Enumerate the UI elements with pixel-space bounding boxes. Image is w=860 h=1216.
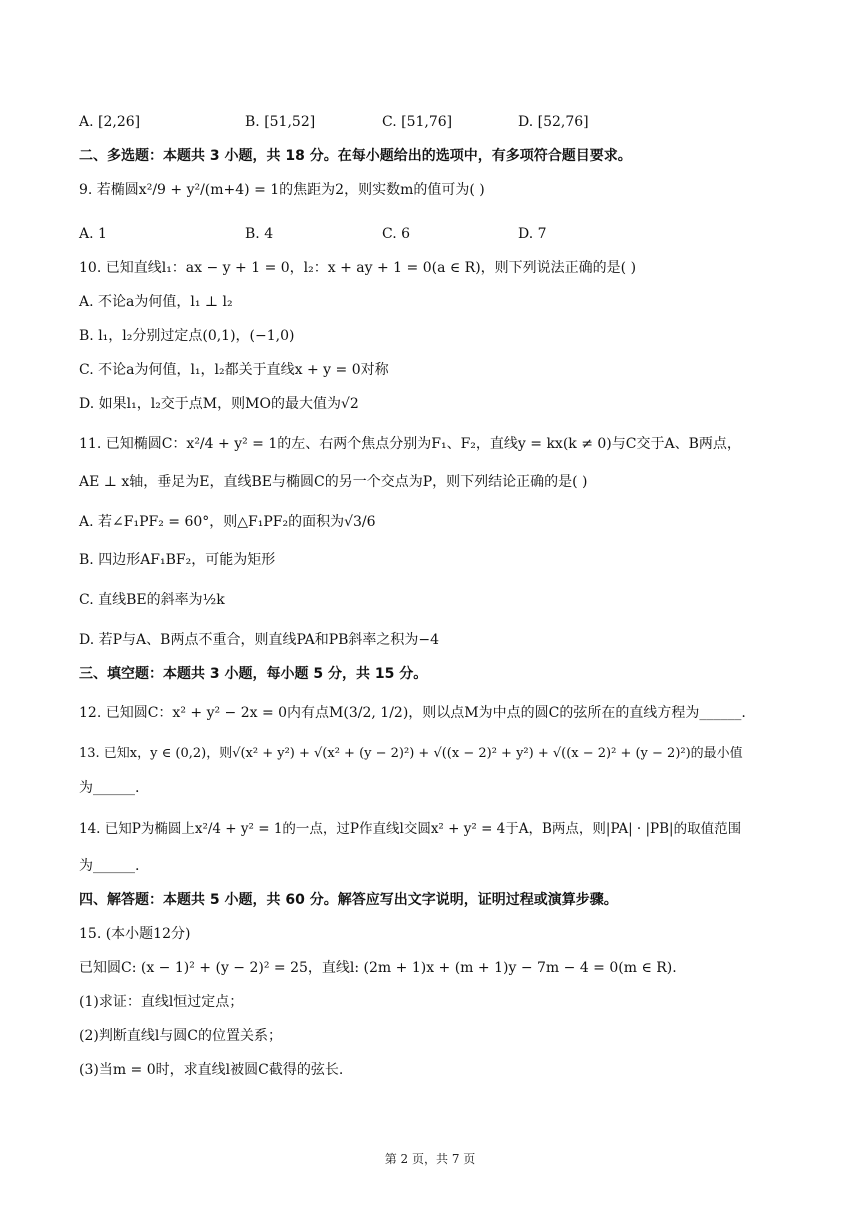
q14-stem-line1: 14. 已知P为椭圆上x²/4 + y² = 1的一点，过P作直线l交圆x² + y² = 4于A，B两点，则|PA| · |PB|的取值范围 (79, 821, 742, 837)
q9-option-a: A. 1 (79, 226, 107, 242)
q8-option-a: A. [2,26] (79, 114, 141, 130)
q15-stem: 已知圆C: (x − 1)² + (y − 2)² = 25，直线l: (2m + 1)x + (m + 1)y − 7m − 4 = 0(m ∈ R). (79, 960, 677, 976)
q10-option-b: B. l₁，l₂分别过定点(0,1)，(−1,0) (79, 328, 295, 344)
q11-option-a: A. 若∠F₁PF₂ = 60°，则△F₁PF₂的面积为√3/6 (79, 514, 376, 530)
q11-stem-line1: 11. 已知椭圆C：x²/4 + y² = 1的左、右两个焦点分别为F₁、F₂，直线y = kx(k ≠ 0)与C交于A、B两点， (79, 436, 741, 452)
page-footer: 第 2 页，共 7 页 (384, 1152, 476, 1166)
q15-part1: (1)求证：直线l恒过定点； (79, 994, 244, 1010)
q10-option-a: A. 不论a为何值，l₁ ⊥ l₂ (79, 294, 233, 310)
q10-stem: 10. 已知直线l₁：ax − y + 1 = 0，l₂：x + ay + 1 = 0(a ∈ R)，则下列说法正确的是( ) (79, 260, 637, 276)
q15-part3: (3)当m = 0时，求直线l被圆C截得的弦长. (79, 1062, 344, 1078)
q12-stem: 12. 已知圆C：x² + y² − 2x = 0内有点M(3/2, 1/2)，则以点M为中点的圆C的弦所在的直线方程为______. (79, 705, 746, 721)
q11-stem-line2: AE ⊥ x轴，垂足为E，直线BE与椭圆C的另一个交点为P，则下列结论正确的是( ) (79, 474, 588, 490)
q9-option-d: D. 7 (518, 226, 547, 242)
q8-option-d: D. [52,76] (518, 114, 589, 130)
q13-stem-line1: 13. 已知x，y ∈ (0,2)，则√(x² + y²) + √(x² + (y − 2)²) + √((x − 2)² + y²) + √((x − 2)² + (y − 2)²)的最小值 (79, 746, 743, 761)
q14-stem-line2: 为______. (79, 858, 140, 874)
q8-option-c: C. [51,76] (382, 114, 453, 130)
q11-option-d: D. 若P与A、B两点不重合，则直线PA和PB斜率之积为−4 (79, 632, 440, 648)
q9-stem: 9. 若椭圆x²/9 + y²/(m+4) = 1的焦距为2，则实数m的值可为( ) (79, 182, 485, 198)
q11-option-b: B. 四边形AF₁BF₂，可能为矩形 (79, 552, 276, 568)
q13-stem-line2: 为______. (79, 780, 140, 796)
section4-heading: 四、解答题：本题共 5 小题，共 60 分。解答应写出文字说明，证明过程或演算步骤。 (79, 892, 618, 908)
q10-option-d: D. 如果l₁，l₂交于点M，则MO的最大值为√2 (79, 396, 359, 412)
q8-option-b: B. [51,52] (245, 114, 316, 130)
section2-heading: 二、多选题：本题共 3 小题，共 18 分。在每小题给出的选项中，有多项符合题目要求。 (79, 148, 632, 164)
q10-option-c: C. 不论a为何值，l₁，l₂都关于直线x + y = 0对称 (79, 362, 389, 378)
q9-option-c: C. 6 (382, 226, 411, 242)
q9-option-b: B. 4 (245, 226, 274, 242)
q15-part2: (2)判断直线l与圆C的位置关系； (79, 1028, 283, 1044)
q11-option-c: C. 直线BE的斜率为½k (79, 592, 225, 608)
section3-heading: 三、填空题：本题共 3 小题，每小题 5 分，共 15 分。 (79, 666, 428, 682)
q15-title: 15. (本小题12分) (79, 926, 191, 942)
